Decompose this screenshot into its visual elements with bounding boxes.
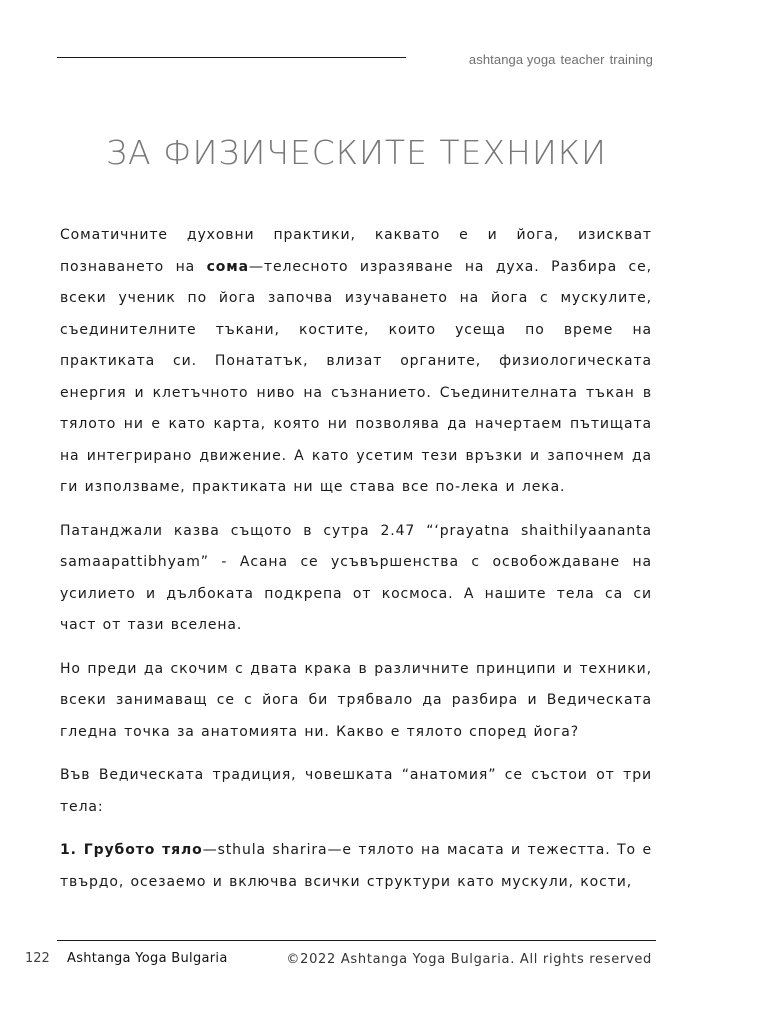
paragraph-text: Соматичните духовни практики, каквато е и йога, изискват познаването на — [60, 227, 652, 275]
footer-copyright: ©2022 Ashtanga Yoga Bulgaria. All rights reserved — [286, 952, 652, 967]
footer-rule — [57, 940, 656, 941]
running-header-part: ashtanga yoga — [468, 52, 556, 67]
footer-publisher: Ashtanga Yoga Bulgaria — [67, 951, 228, 966]
paragraph — [60, 835, 652, 898]
running-header-part: teacher — [560, 52, 605, 67]
paragraph: Във Ведическата традиция, човешката “анатомия” се състои от три тела: — [60, 767, 652, 815]
paragraph — [60, 220, 652, 504]
paragraph: Но преди да скочим с двата крака в различните принципи и техники, всеки занимаващ се с йога би трябвало да разбира и Ведическата гледна точка за анатомията ни. Какво е тялото според йога? — [60, 660, 652, 740]
bold-term: сома — [206, 258, 249, 275]
paragraph-text: —sthula sharira—е тялото на масата и тежестта. То е твърдо, осезаемо и включва всички структури като мускули, кости, — [60, 842, 652, 890]
page-number: 122 — [25, 951, 50, 966]
paragraph: Патанджали казва същото в сутра 2.47 “‘prayatna shaithilyaananta samaapattibhyam” - Асана се усъвършенства с освобождаване на усилието и дълбоката подкрепа от космоса. А нашите тела са си част от тази вселена. — [60, 522, 652, 633]
running-header — [469, 52, 653, 67]
header-rule — [57, 57, 406, 58]
body-text — [60, 220, 652, 910]
running-header-part: training — [609, 52, 653, 67]
bold-term: 1. Грубото тяло — [60, 842, 203, 858]
paragraph-text: —телесното изразяване на духа. Разбира се, всеки ученик по йога започва изучаването на йога с мускулите, съединителните тъкани, костите, които усеща по време на практиката си. Понататък, влизат органите, физиологическата енергия и клетъчното ниво на съзнанието. Съединителната тъкан в тялото ни е като карта, която ни позволява да начертаем пътищата на интегрирано движение. А като усетим тези връзки и започнем да ги използваме, практиката ни ще става все по-лека и лека. — [60, 258, 652, 495]
page-title: ЗА ФИЗИЧЕСКИТЕ ТЕХНИКИ — [106, 133, 607, 172]
